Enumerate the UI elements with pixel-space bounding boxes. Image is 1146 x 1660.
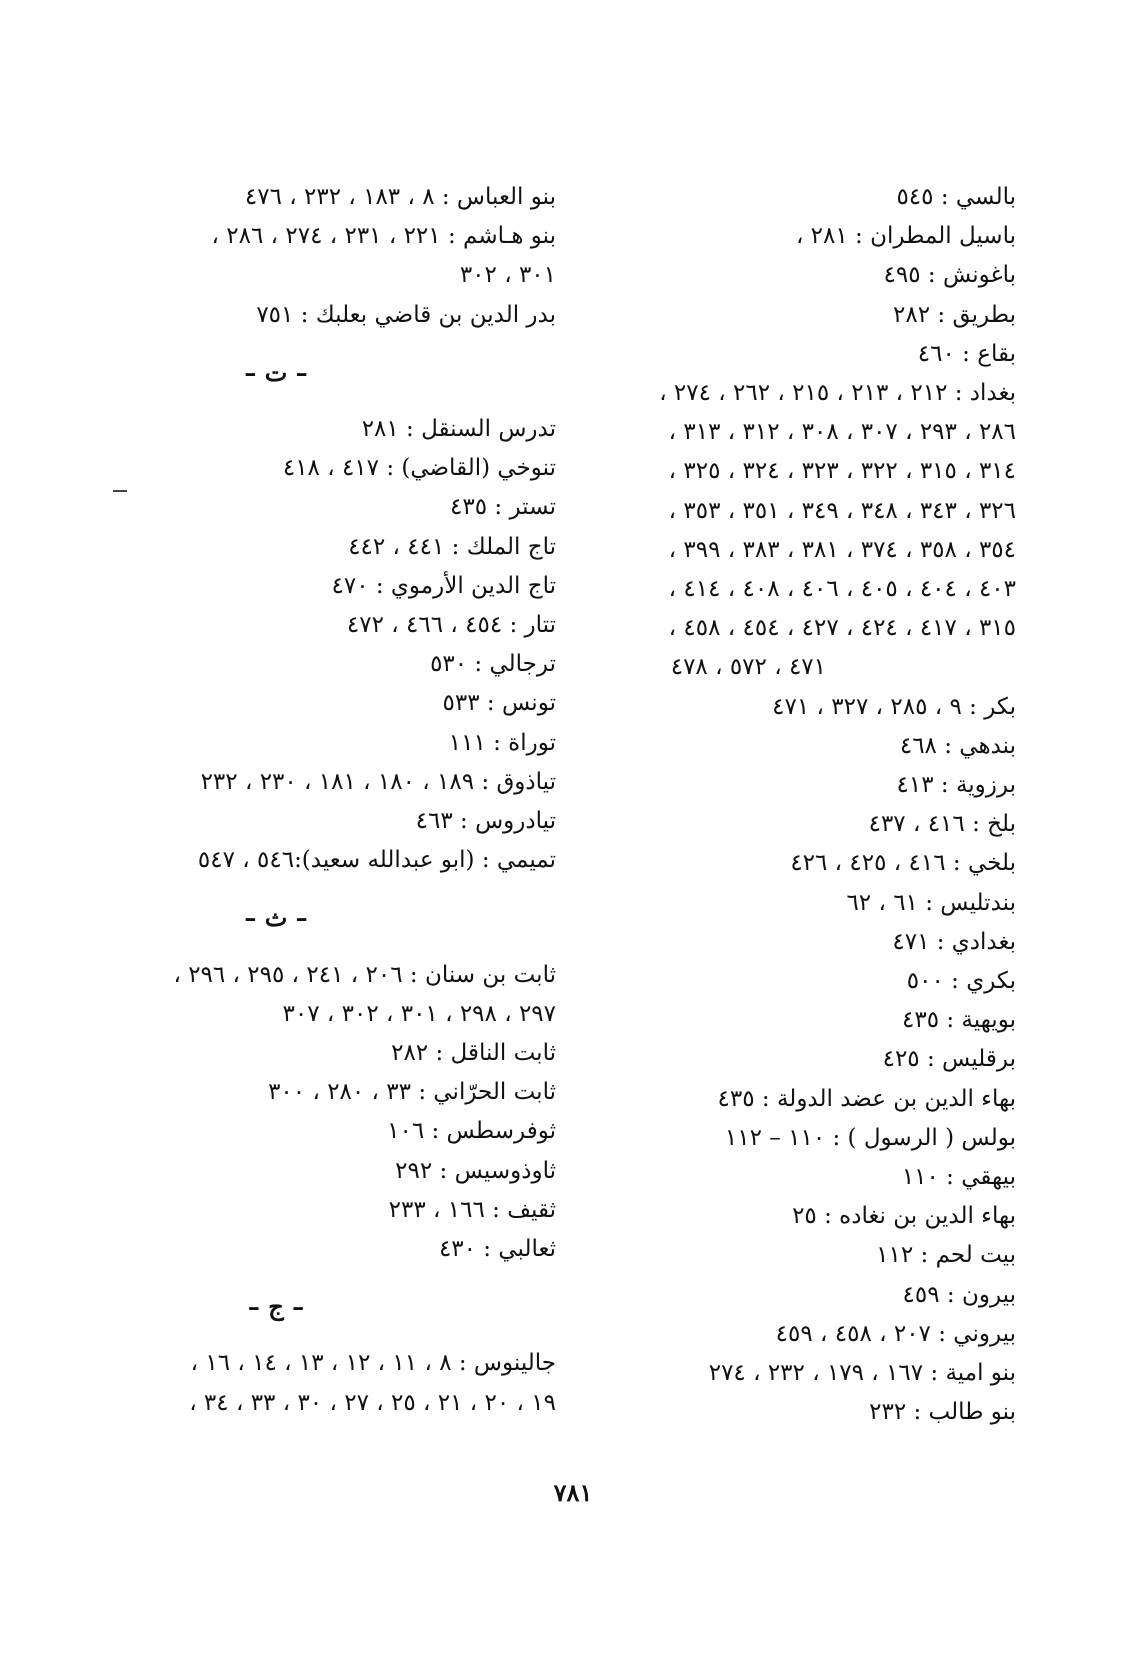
- index-entry: تدرس السنقل : ٢٨١: [361, 416, 556, 443]
- index-entry: برزوية : ٤١٣: [896, 772, 1016, 799]
- index-entry-continuation: ٢٩٧ ، ٢٩٨ ، ٣٠١ ، ٣٠٢ ، ٣٠٧: [282, 1000, 556, 1027]
- index-entry: ثوفرسطس : ١٠٦: [387, 1118, 556, 1145]
- index-entry: ثقيف : ١٦٦ ، ٢٣٣: [388, 1196, 556, 1223]
- index-entry: تتار : ٤٥٤ ، ٤٦٦ ، ٤٧٢: [346, 612, 556, 639]
- index-entry: بطريق : ٢٨٢: [893, 301, 1016, 328]
- index-entry: بكر : ٩ ، ٢٨٥ ، ٣٢٧ ، ٤٧١: [772, 693, 1016, 720]
- letter-heading-tha: – ث –: [244, 903, 308, 933]
- index-entry: بويهية : ٤٣٥: [902, 1007, 1016, 1034]
- page-number: ٧٨١: [553, 1478, 593, 1507]
- margin-dash-mark: [113, 490, 127, 492]
- index-entry: تستر : ٤٣٥: [450, 494, 556, 521]
- index-entry: باسيل المطران : ٢٨١ ،: [795, 223, 1016, 250]
- index-entry: بكري : ٥٠٠: [906, 968, 1016, 995]
- index-entry: تنوخي (القاضي) : ٤١٧ ، ٤١٨: [282, 455, 556, 482]
- index-entry: بلخ : ٤١٦ ، ٤٣٧: [868, 811, 1016, 838]
- index-entry: بندهي : ٤٦٨: [899, 732, 1016, 759]
- index-entry: بقاع : ٤٦٠: [917, 340, 1016, 367]
- index-entry: بغدادي : ٤٧١: [892, 928, 1016, 955]
- index-entry: توراة : ١١١: [448, 729, 556, 756]
- index-entry-continuation: ٤٠٣ ، ٤٠٤ ، ٤٠٥ ، ٤٠٦ ، ٤٠٨ ، ٤١٤ ،: [668, 576, 1016, 603]
- index-entry: ثابت بن سنان : ٢٠٦ ، ٢٤١ ، ٢٩٥ ، ٢٩٦ ،: [173, 961, 556, 988]
- index-entry: بيروني : ٢٠٧ ، ٤٥٨ ، ٤٥٩: [775, 1320, 1016, 1347]
- index-entry: بنو هـاشم : ٢٢١ ، ٢٣١ ، ٢٧٤ ، ٢٨٦ ،: [211, 223, 556, 250]
- index-entry: بنو طالب : ٢٣٢: [869, 1399, 1016, 1426]
- index-entry: ثابت الحرّاني : ٣٣ ، ٢٨٠ ، ٣٠٠: [268, 1079, 556, 1106]
- index-entry-continuation: ٣٠١ ، ٣٠٢: [459, 262, 556, 289]
- index-entry: جالينوس : ٨ ، ١١ ، ١٢ ، ١٣ ، ١٤ ، ١٦ ،: [190, 1350, 556, 1377]
- index-entry: تياذوق : ١٨٩ ، ١٨٠ ، ١٨١ ، ٢٣٠ ، ٢٣٢: [200, 768, 556, 795]
- index-entry: بالسي : ٥٤٥: [896, 184, 1016, 210]
- index-entry: ترجالي : ٥٣٠: [430, 651, 556, 678]
- index-entry: بيرون : ٤٥٩: [902, 1281, 1016, 1308]
- index-entry-continuation: ١٩ ، ٢٠ ، ٢١ ، ٢٥ ، ٢٧ ، ٣٠ ، ٣٣ ، ٣٤ ،: [189, 1389, 556, 1416]
- index-entry: بغداد : ٢١٢ ، ٢١٣ ، ٢١٥ ، ٢٦٢ ، ٢٧٤ ،: [659, 380, 1016, 407]
- index-entry: تيادروس : ٤٦٣: [415, 808, 556, 835]
- letter-heading-ta: – ت –: [244, 357, 308, 387]
- index-entry: ثابت الناقل : ٢٨٢: [391, 1040, 556, 1067]
- index-entry-continuation: ٤٧١ ، ٥٧٢ ، ٤٧٨: [670, 654, 826, 681]
- index-entry: بلخي : ٤١٦ ، ٤٢٥ ، ٤٢٦: [790, 850, 1016, 877]
- right-index-column: [526, 178, 1016, 1433]
- index-entry: باغونش : ٤٩٥: [883, 262, 1016, 289]
- index-entry-continuation: ٣٢٦ ، ٣٤٣ ، ٣٤٨ ، ٣٤٩ ، ٣٥١ ، ٣٥٣ ،: [668, 497, 1016, 524]
- index-entry: بيت لحم : ١١٢: [876, 1242, 1016, 1269]
- index-entry: برقليس : ٤٢٥: [882, 1046, 1016, 1073]
- index-entry: تاج الملك : ٤٤١ ، ٤٤٢: [348, 533, 556, 560]
- index-entry: بهاء الدين بن عضد الدولة : ٤٣٥: [717, 1085, 1016, 1112]
- index-entry: تاج الدين الأرموي : ٤٧٠: [331, 572, 556, 599]
- letter-heading-jim: – ج –: [247, 1292, 305, 1322]
- index-entry: بولس ( الرسول ) : ١١٠ – ١١٢: [724, 1124, 1016, 1151]
- index-entry-continuation: ٣٥٤ ، ٣٥٨ ، ٣٧٤ ، ٣٨١ ، ٣٨٣ ، ٣٩٩ ،: [668, 536, 1016, 563]
- index-entry: تميمي : (ابو عبدالله سعيد):٥٤٦ ، ٥٤٧: [197, 847, 556, 874]
- index-entry: بيهقي : ١١٠: [901, 1164, 1016, 1191]
- index-entry: تونس : ٥٣٣: [442, 690, 556, 717]
- index-entry-continuation: ٢٨٦ ، ٢٩٣ ، ٣٠٧ ، ٣٠٨ ، ٣١٢ ، ٣١٣ ،: [668, 419, 1016, 446]
- index-entry: ثاوذوسيس : ٢٩٢: [395, 1157, 556, 1184]
- index-entry: ثعالبي : ٤٣٠: [438, 1236, 556, 1263]
- index-entry: بهاء الدين بن نغاده : ٢٥: [792, 1203, 1016, 1230]
- index-entry-continuation: ٣١٤ ، ٣١٥ ، ٣٢٢ ، ٣٢٣ ، ٣٢٤ ، ٣٢٥ ،: [668, 458, 1016, 485]
- left-index-column: [96, 178, 556, 1423]
- index-entry: بدر الدين بن قاضي بعلبك : ٧٥١: [256, 301, 556, 328]
- index-entry-continuation: ٣١٥ ، ٤١٧ ، ٤٢٤ ، ٤٢٧ ، ٤٥٤ ، ٤٥٨ ،: [668, 615, 1016, 642]
- index-entry: بندتليس : ٦١ ، ٦٢: [846, 889, 1016, 916]
- index-entry: بنو امية : ١٦٧ ، ١٧٩ ، ٢٣٢ ، ٢٧٤: [708, 1360, 1016, 1387]
- index-entry: بنو العباس : ٨ ، ١٨٣ ، ٢٣٢ ، ٤٧٦: [244, 184, 556, 210]
